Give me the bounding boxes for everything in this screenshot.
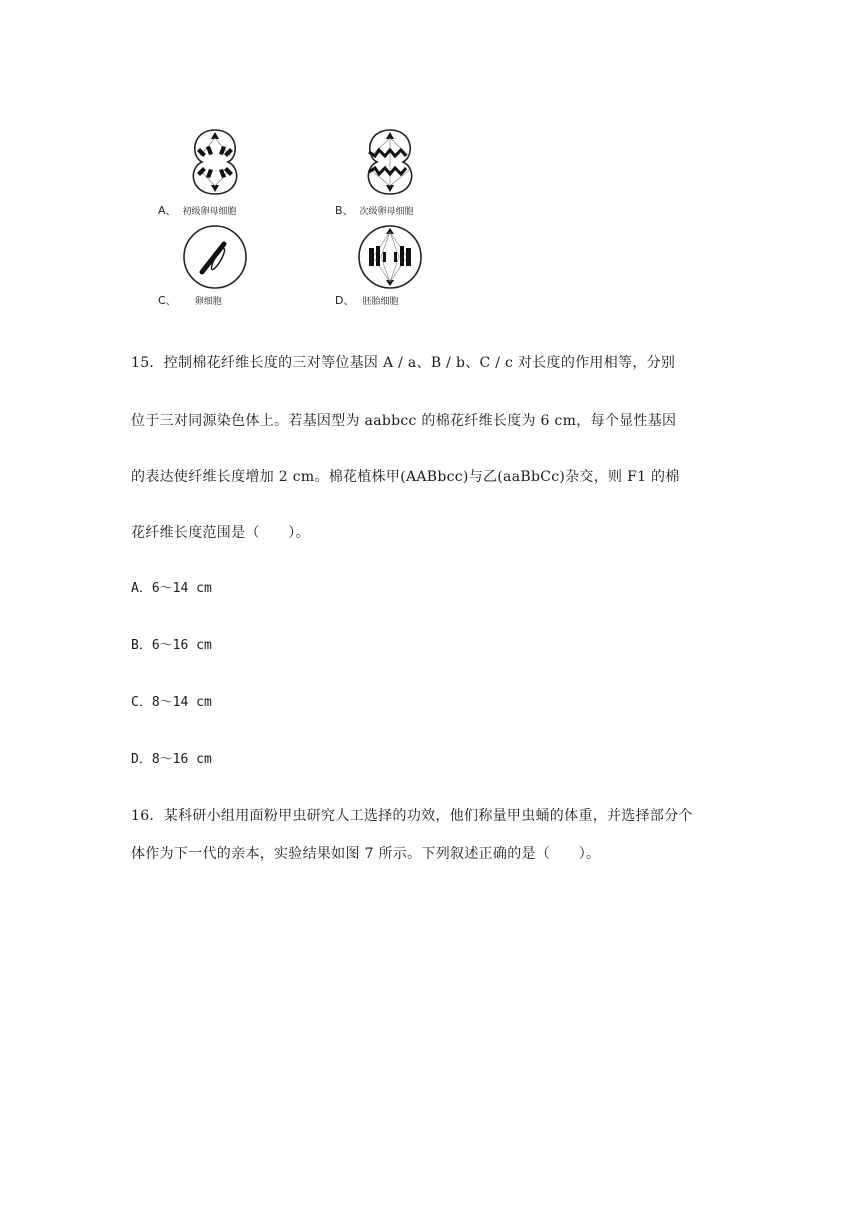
q16-line-2: 体作为下一代的亲本，实验结果如图 7 所示。下列叙述正确的是（ ）。 <box>131 846 601 862</box>
q15-option-d: D．8～16 cm <box>131 752 212 767</box>
q15-option-a: A．6～14 cm <box>131 581 212 596</box>
caption-b: B、 次级卵母细胞 <box>335 204 414 217</box>
q15-line-3: 的表达使纤维长度增加 2 cm。棉花植株甲(AABbcc)与乙(aaBbCc)杂交，则 F1 的棉 <box>131 469 680 485</box>
caption-d: D、 胚胎细胞 <box>335 294 399 307</box>
cell-division-figure <box>150 126 440 311</box>
cell-diagram-b <box>355 126 425 198</box>
caption-c: C、 卵细胞 <box>158 294 222 307</box>
q15-line-1: 15．控制棉花纤维长度的三对等位基因 A / a、B / b、C / c 对长度的作用相等，分别 <box>131 355 676 371</box>
q15-option-c: C．8～14 cm <box>131 695 212 710</box>
cell-diagram-d <box>355 222 425 292</box>
cell-diagram-c <box>180 222 250 292</box>
q15-line-2: 位于三对同源染色体上。若基因型为 aabbcc 的棉花纤维长度为 6 cm，每个显性基因 <box>131 413 677 429</box>
caption-a: A、 初级卵母细胞 <box>158 204 237 217</box>
cell-diagram-a <box>180 126 250 198</box>
q16-line-1: 16．某科研小组用面粉甲虫研究人工选择的功效，他们称量甲虫蛹的体重，并选择部分个 <box>131 808 693 824</box>
q15-option-b: B．6～16 cm <box>131 638 212 653</box>
q15-line-4: 花纤维长度范围是（ ）。 <box>131 525 310 541</box>
